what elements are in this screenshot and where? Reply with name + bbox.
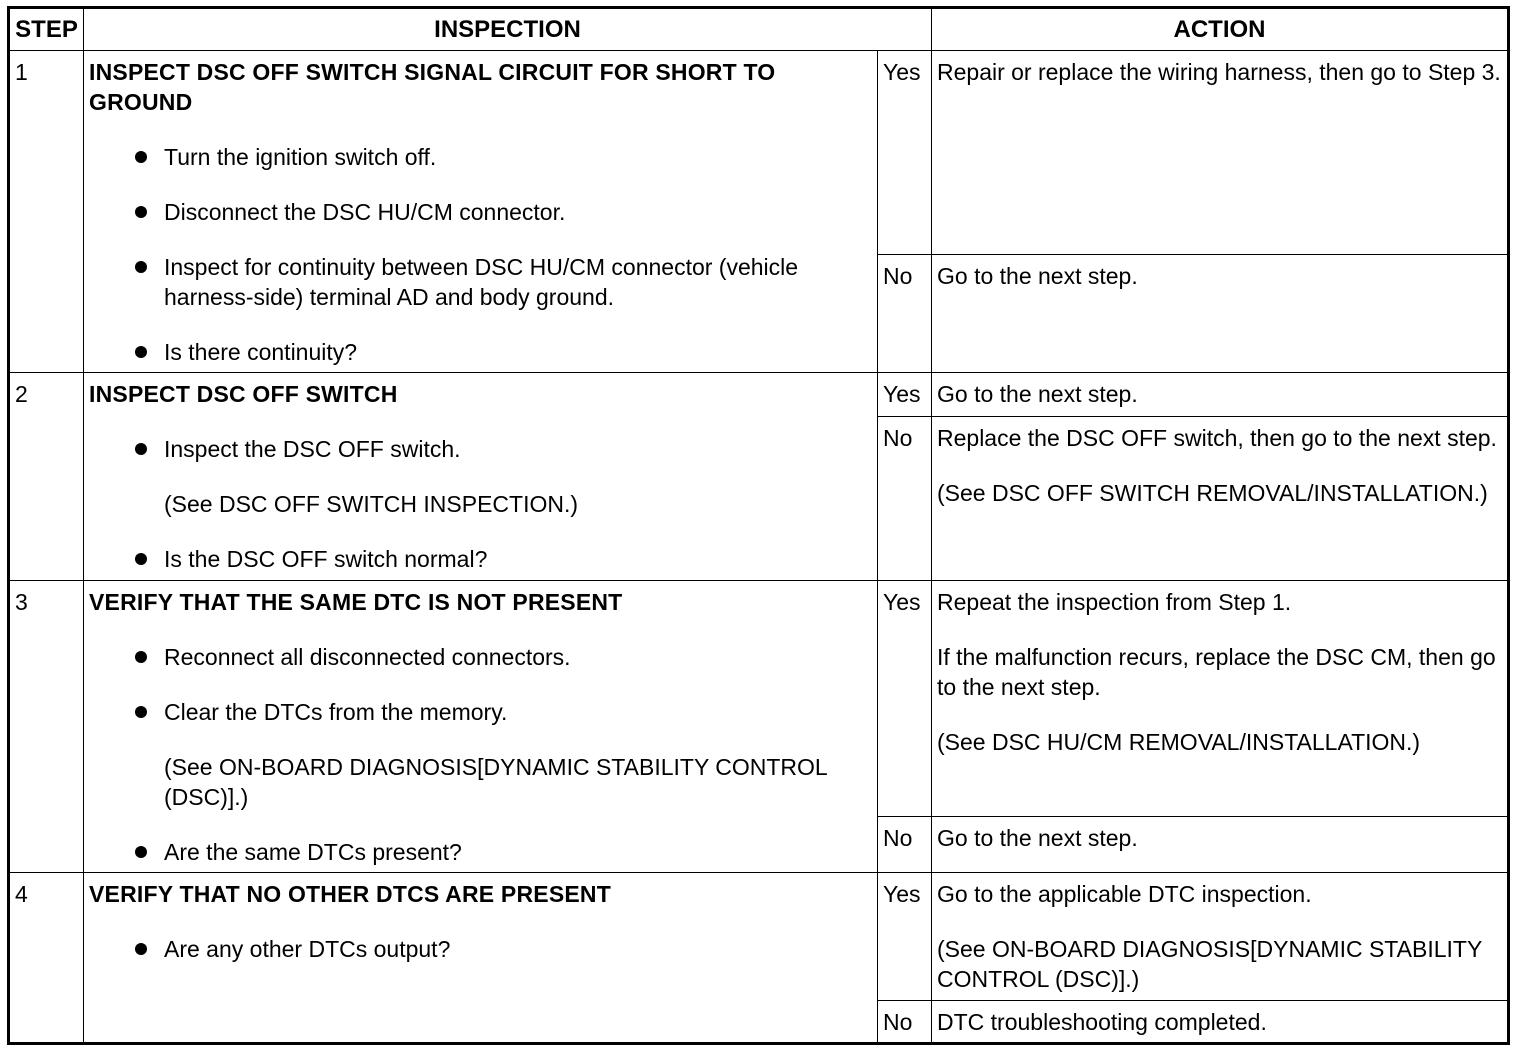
bullet-item: Disconnect the DSC HU/CM connector. — [89, 197, 871, 227]
step-number: 3 — [9, 581, 84, 873]
yes-action-cell — [932, 581, 1509, 817]
step-1-yes-row — [9, 51, 1509, 255]
bullet-item: Is the DSC OFF switch normal? — [89, 544, 871, 574]
reference-note: (See ON-BOARD DIAGNOSIS[DYNAMIC STABILITY CONTROL (DSC)].) — [937, 936, 1482, 992]
no-action: Replace the DSC OFF switch, then go to the next step. — [937, 425, 1497, 451]
step-2-inspection — [84, 373, 878, 581]
step-title: VERIFY THAT NO OTHER DTCS ARE PRESENT — [89, 881, 611, 907]
step-number: 2 — [9, 373, 84, 581]
reference-note: (See DSC OFF SWITCH INSPECTION.) — [164, 491, 579, 517]
step-3-inspection — [84, 581, 878, 873]
step-4-yes-row — [9, 873, 1509, 1001]
bullet-item: Turn the ignition switch off. — [89, 142, 871, 172]
reference-note: (See DSC OFF SWITCH REMOVAL/INSTALLATION.) — [937, 480, 1488, 506]
bullet-item: Reconnect all disconnected connectors. — [89, 642, 871, 672]
header-row — [9, 8, 1509, 51]
yes-action-cell — [932, 873, 1509, 1001]
step-2-yes-row — [9, 373, 1509, 417]
yes-label: Yes — [878, 581, 932, 817]
yes-label: Yes — [878, 873, 932, 1001]
header-action: ACTION — [932, 8, 1509, 51]
no-label: No — [878, 255, 932, 373]
step-title: INSPECT DSC OFF SWITCH SIGNAL CIRCUIT FOR SHORT TO GROUND — [89, 59, 776, 115]
no-action: Go to the next step. — [932, 255, 1509, 373]
yes-label: Yes — [878, 373, 932, 417]
yes-action: Go to the applicable DTC inspection. — [937, 881, 1312, 907]
step-title: VERIFY THAT THE SAME DTC IS NOT PRESENT — [89, 589, 623, 615]
no-label: No — [878, 817, 932, 873]
step-number: 1 — [9, 51, 84, 373]
troubleshooting-table — [7, 6, 1510, 1045]
step-1-inspection — [84, 51, 878, 373]
no-action: Go to the next step. — [932, 817, 1509, 873]
bullet-item: Are the same DTCs present? — [89, 837, 871, 867]
yes-action: Repeat the inspection from Step 1. — [937, 589, 1292, 615]
header-inspection: INSPECTION — [84, 8, 932, 51]
bullet-item: Inspect the DSC OFF switch. — [89, 434, 871, 464]
bullet-item: Is there continuity? — [89, 337, 871, 367]
step-number: 4 — [9, 873, 84, 1044]
bullet-item: Inspect for continuity between DSC HU/CM connector (vehicle harness-side) terminal AD and body ground. — [89, 252, 871, 312]
no-label: No — [878, 417, 932, 581]
yes-action-detail: If the malfunction recurs, replace the DSC CM, then go to the next step. — [937, 644, 1496, 700]
no-label: No — [878, 1001, 932, 1044]
no-action: DTC troubleshooting completed. — [932, 1001, 1509, 1044]
step-title: INSPECT DSC OFF SWITCH — [89, 381, 398, 407]
step-3-yes-row — [9, 581, 1509, 817]
no-action-cell — [932, 417, 1509, 581]
yes-action: Repair or replace the wiring harness, then go to Step 3. — [932, 51, 1509, 255]
reference-note: (See ON-BOARD DIAGNOSIS[DYNAMIC STABILITY CONTROL (DSC)].) — [164, 754, 827, 810]
yes-action: Go to the next step. — [932, 373, 1509, 417]
bullet-item: Are any other DTCs output? — [89, 934, 871, 964]
reference-note: (See DSC HU/CM REMOVAL/INSTALLATION.) — [937, 729, 1421, 755]
step-4-inspection — [84, 873, 878, 1044]
bullet-item: Clear the DTCs from the memory. — [89, 697, 871, 727]
header-step: STEP — [9, 8, 84, 51]
yes-label: Yes — [878, 51, 932, 255]
